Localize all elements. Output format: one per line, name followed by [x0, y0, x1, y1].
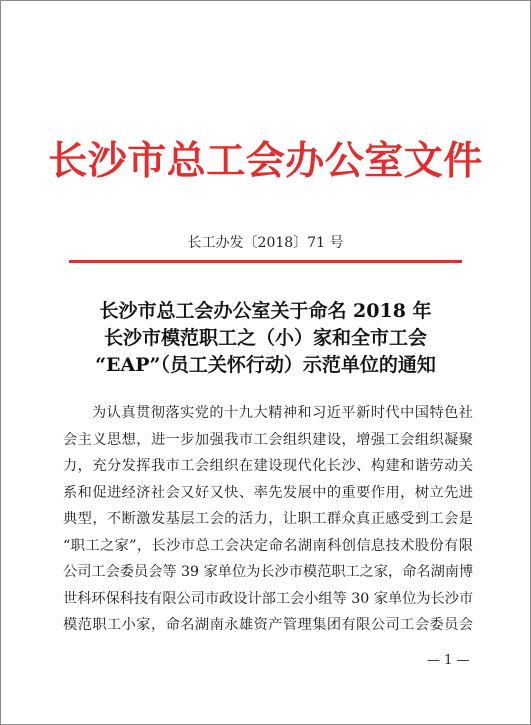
body-line: 力，充分发挥我市工会组织在建设现代化长沙、构建和谐劳动关: [63, 458, 473, 474]
document-body: [63, 400, 473, 639]
body-line: 典型，不断激发基层工会的活力，让职工群众真正感受到工会是: [63, 511, 473, 527]
body-line: 世科环保科技有限公司市政设计部工会小组等 30 家单位为长沙市: [63, 590, 473, 607]
page-number: — 1 —: [427, 653, 470, 668]
body-line: “职工之家”，长沙市总工会决定命名湖南科创信息技术股份有限: [63, 537, 473, 554]
header-divider-line: [69, 260, 462, 263]
body-line: 为认真贯彻落实党的十九大精神和习近平新时代中国特色社: [92, 405, 473, 421]
document-title: [1, 298, 530, 379]
body-line: 会主义思想，进一步加强我市工会组织建设，增强工会组织凝聚: [63, 431, 473, 448]
body-line: 模范职工小家，命名湖南永雄资产管理集团有限公司工会委员会: [63, 617, 473, 633]
document-title-line-1: 长沙市总工会办公室关于命名 2018 年: [99, 300, 432, 322]
document-title-line-3: “EAP”（员工关怀行动）示范单位的通知: [95, 354, 436, 376]
document-header: 长沙市总工会办公室文件: [48, 138, 483, 184]
body-line: 系和促进经济社会又好又快、率先发展中的重要作用，树立先进: [63, 484, 473, 501]
document-title-line-2: 长沙市模范职工之（小）家和全市工会: [103, 327, 427, 349]
document-number: 长工办发〔2018〕71 号: [187, 235, 344, 251]
body-line: 公司工会委员会等 39 家单位为长沙市模范职工之家，命名湖南博: [63, 564, 473, 580]
